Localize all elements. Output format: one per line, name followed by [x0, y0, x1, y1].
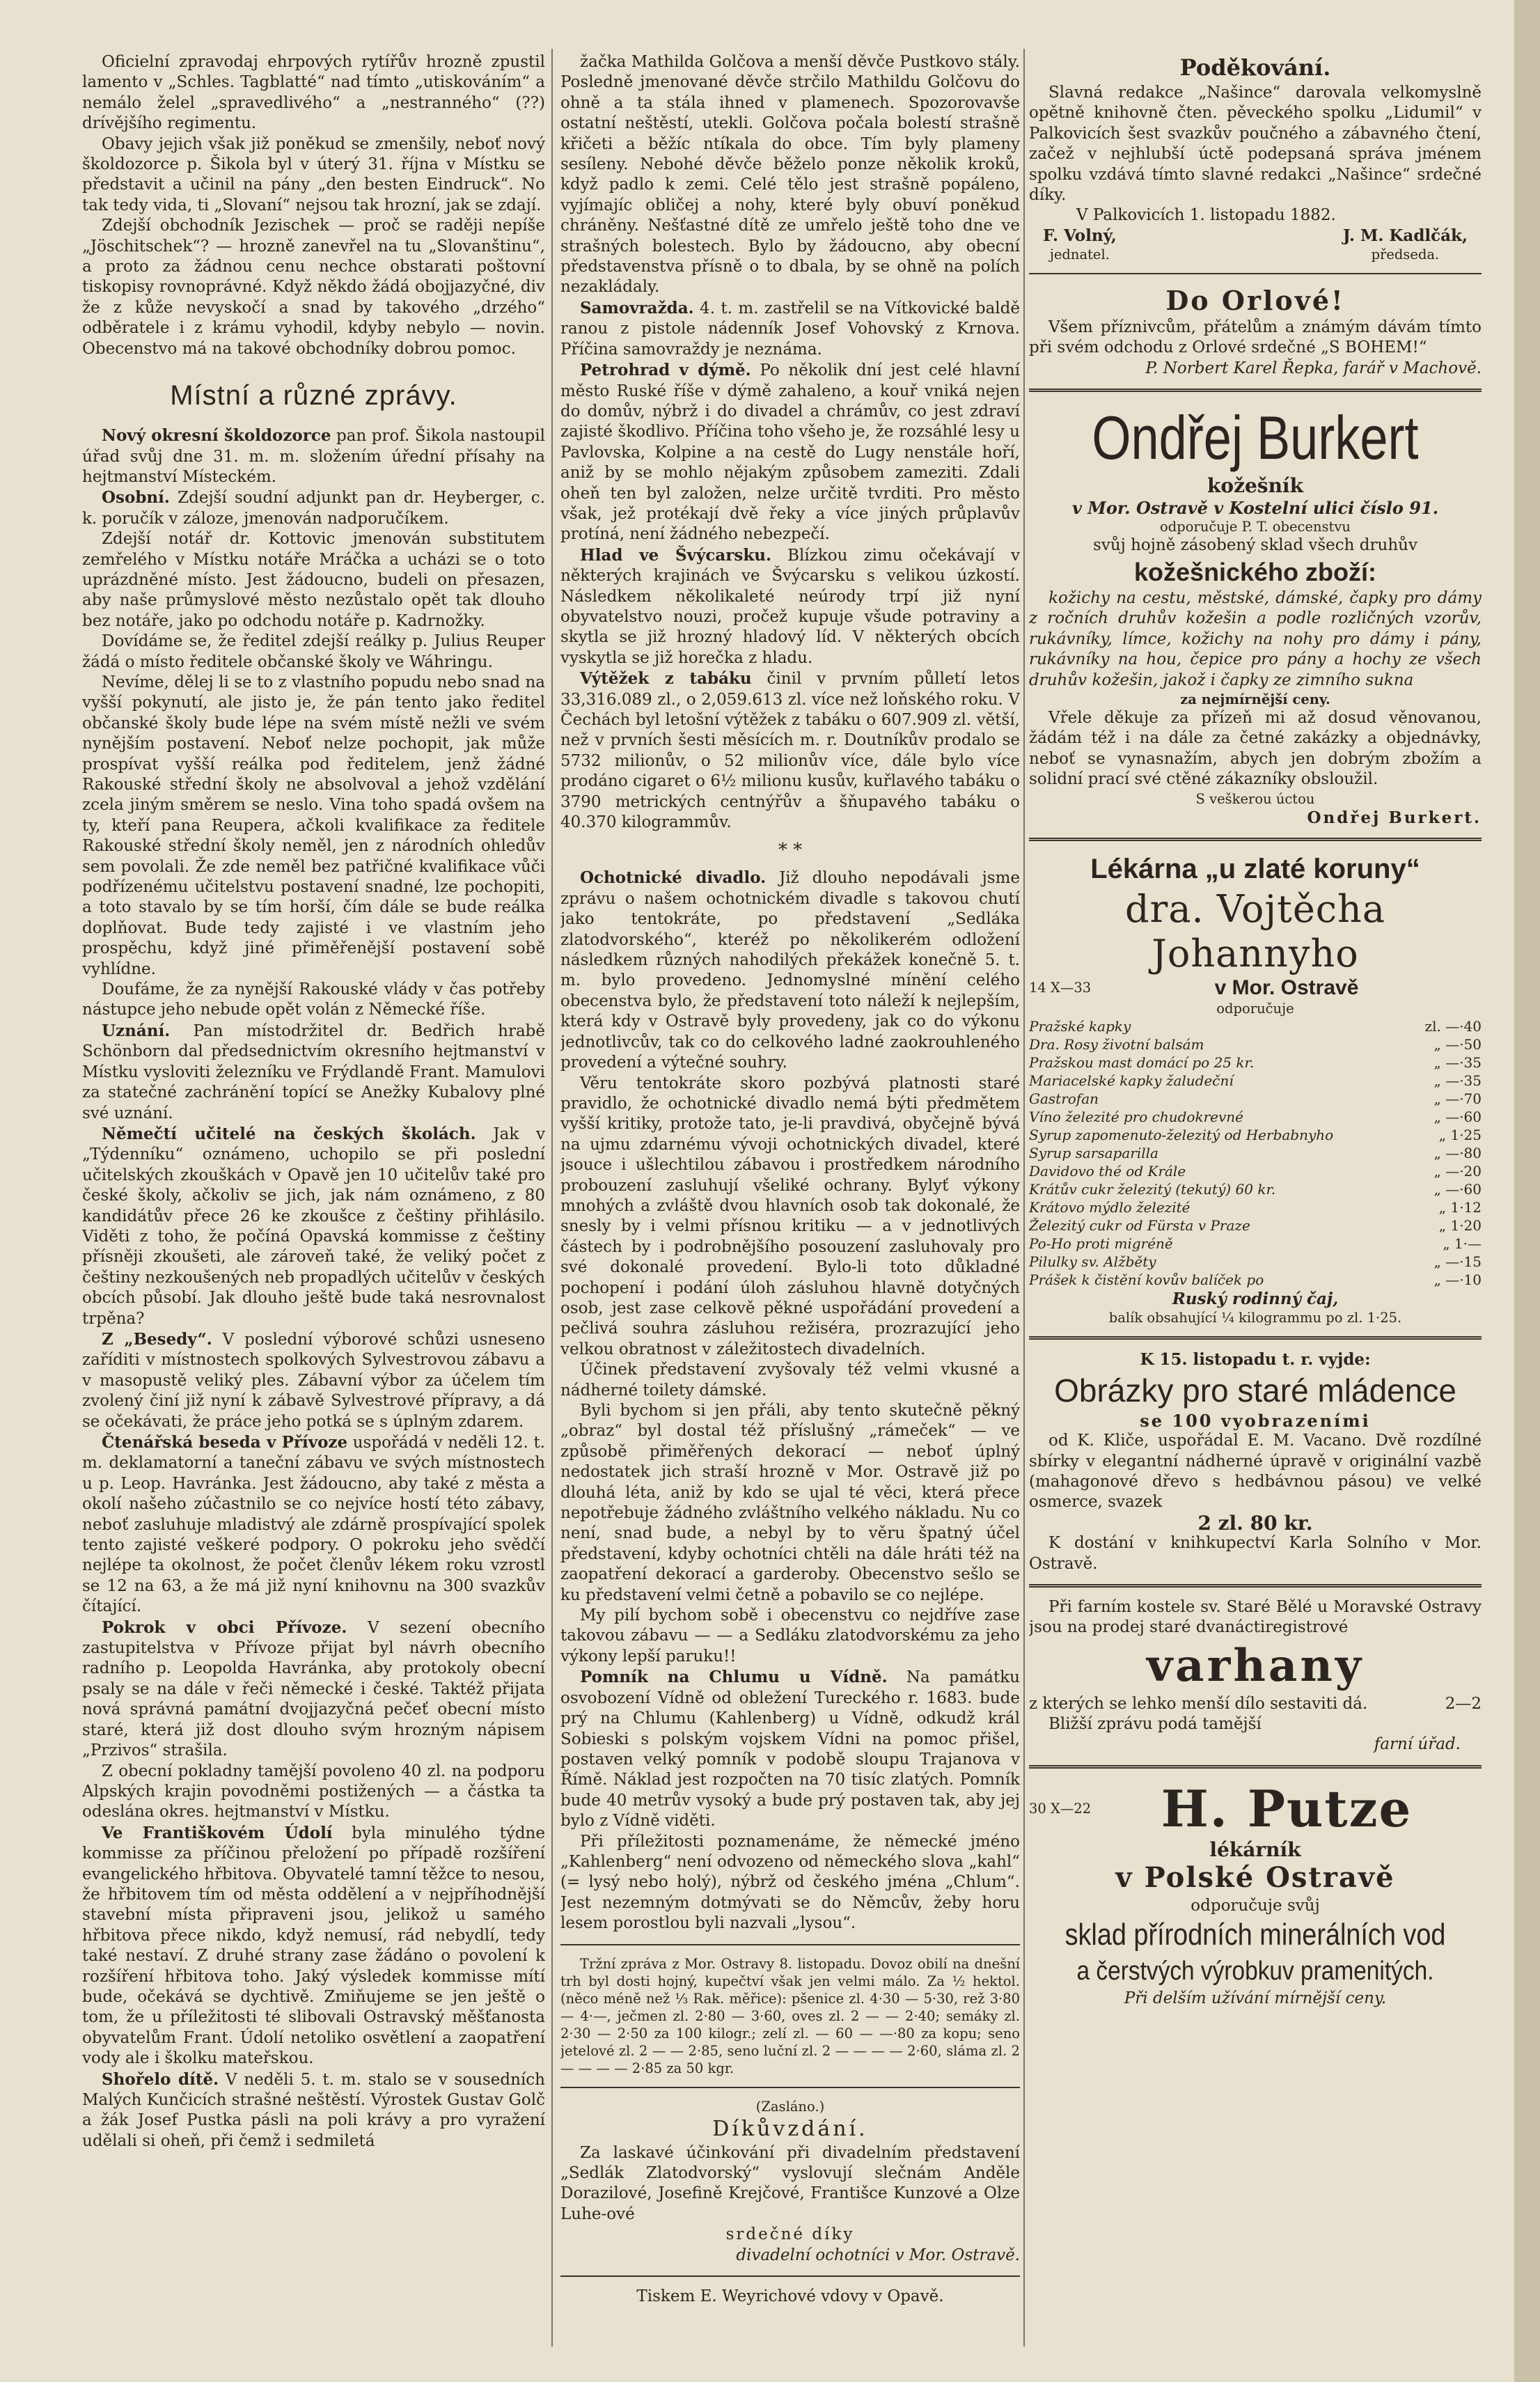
price-row	[1029, 1035, 1482, 1053]
price-item-name: Dra. Rosy životní balsám	[1029, 1035, 1204, 1053]
thanks-signature: divadelní ochotníci v Mor. Ostravě.	[736, 2246, 1020, 2264]
article-text: Doufáme, že za nynější Rakouské vlády v čas potřeby nástupce jeho nebude opět volán z Německé říše.	[82, 980, 545, 1019]
article-headline: Výtěžek z tabáku	[580, 669, 752, 689]
price-item-value: „ —·35	[1433, 1053, 1482, 1071]
price-item-name: Železitý cukr od Fürsta v Praze	[1029, 1216, 1250, 1234]
market-report: Tržní zpráva z Mor. Ostravy 8. listopadu. Dovoz obilí na dnešní trh byl dosti hojný, kupečtví však jen velmi málo. Za ½ hektol. (něco méně než ⅓ Rak. měřice): pšenice zl. 4·30 — 5·30, rež 3·80 — 4·—, ječmen zl. 2·80 — 3·60, oves zl. 2 — — 2·40; semáky zl. 2·30 — 2·50 za 100 kilogr.; zelí zl. — 60 — —·80 za kopu; seno jetelové zl. 2 — — 2·85, seno luční zl. 2 — — — — 2·60, sláma zl. 2 — — — — 2·85 za 50 kgr.	[560, 1955, 1020, 2076]
article-text: Blízkou zimu očekávají v některých krajinách ve Švýcarsku s velikou úzkostí. Následkem několikaleté neúrody trpí již nyní obyvatelstvo nouzi, pročež kupuje všude potraviny a skytla se již hrozný hladový líd. V některých obcích vyskytla se již horečka z hladu.	[560, 546, 1020, 667]
putze-place: v Polské Ostravě	[1115, 1861, 1395, 1895]
price-item-name: Krátovo mýdlo železité	[1029, 1198, 1191, 1216]
signature-role: jednatel.	[1049, 246, 1110, 263]
intro-paragraph: Oficielní zpravodaj ehrpových rytířův hrozně zpustil lamento v „Schles. Tagblatté“ nad tímto „utiskováním“ a nemálo želel „spravedlivého“ a „nestranného“ (??) drívějšího regimentu.	[82, 53, 545, 133]
price-item-name: Davidovo thé od Krále	[1029, 1162, 1186, 1180]
article-text: V neděli 5. t. m. stalo se v sousedních Malých Kunčicích strašné neštěstí. Výrostek Gustav Golč a žák Josef Pustka pásli na poli krávy a pro vyražení udělali si oheň, při čemž i sedmiletá	[82, 2070, 545, 2150]
price-item-value: „ —·15	[1433, 1253, 1482, 1270]
divider	[560, 2275, 1020, 2277]
news-paragraph	[82, 1823, 545, 2069]
putze-headline-1: sklad přírodních minerálních vod	[1064, 1918, 1446, 1952]
putze-ref: 30 X—22	[1029, 1801, 1092, 1817]
news-paragraph	[82, 673, 545, 980]
price-row	[1029, 1144, 1482, 1162]
price-item-name: Po-Ho proti migréně	[1029, 1235, 1173, 1252]
intro-articles	[82, 52, 545, 359]
price-item-value: „ —·20	[1433, 1162, 1482, 1180]
podekovani-title: Poděkování.	[1179, 54, 1331, 81]
price-item-name: Víno železité pro chudokrevné	[1029, 1108, 1243, 1125]
price-item-name: Pražské kapky	[1029, 1017, 1131, 1035]
article-text: Dovídáme se, že ředitel zdejší reálky p. Julius Reuper žádá o místo ředitele občanské školy ve Wáhringu.	[82, 632, 545, 671]
price-row	[1029, 1126, 1482, 1144]
page-edge	[1514, 0, 1540, 2382]
burkert-trade: kožešník	[1207, 474, 1303, 498]
article-text: Účinek představení zvyšovaly též velmi vkusné a nádherné toilety dámské.	[560, 1361, 1020, 1400]
lekarna-title: Lékárna „u zlaté koruny“	[1090, 853, 1420, 884]
column-2	[560, 52, 1020, 2343]
price-item-value: „ 1·20	[1438, 1216, 1482, 1234]
news-list-2	[560, 298, 1020, 833]
article-text: Zdejší notář dr. Kottovic jmenován substitutem zemřelého v Místku notáře Mráčka a ucházi se o toto uprázdněné místo. Jest žádoucno, budeli on přesazen, aby naše průmyslové město nezůstalo opět tak dlouho bez notáře, jako po odchodu notáře p. Kadrnožky.	[82, 530, 545, 630]
article-text: V poslední výborové schůzi usneseno zaříditi v místnostech spolkových Sylvestrovou zábavu a v masopustě veliký ples. Zábavní výbor za účelem tím zvolený činí již nyní k zábavě Sylvestrové přípravy, a dá se očekávati, že práce jeho potká se s úplným zdarem.	[82, 1330, 545, 1431]
price-item-value: „ —·80	[1433, 1144, 1482, 1161]
varhany-text: Při farním kostele sv. Staré Bělé u Moravské Ostravy jsou na prodej staré dvanáctiregistrové	[1029, 1598, 1482, 1637]
article-text: Zdejší soudní adjunkt pan dr. Heyberger, c. k. poručík v záloze, jmenován nadporučíkem.	[82, 489, 545, 528]
theatre-paragraph	[560, 1606, 1020, 1667]
column-rule	[1023, 49, 1025, 2346]
news-paragraph	[82, 980, 545, 1021]
news-paragraph	[82, 1432, 545, 1617]
article-continuation: žačka Mathilda Golčova a menší děvče Pustkovo stály. Posledně jmenované děvče strčilo Mathildu Golčovu do ohně a ta stála ihned v plamenech. Spozorovavše ostatní neštěstí, utekli. Golčova počala bolestí strašně křičeti a běžíc ntíkala do obce. Tím byly plameny sesíleny. Nebohé děvče běželo ponze několik kroků, když padlo k zemi. Celé tělo jest strašně popáleno, vyjímajíc obličej a nohy, které byly obuví poněkud chráněny. Nešťastné dítě ze umřelo ještě toho dne ve strašných bolestech. Bylo by žádoucno, aby obecní představenstva přísně o to dbala, by se ohně na polích nezakládaly.	[560, 53, 1020, 297]
signature-name: J. M. Kadlčák,	[1342, 226, 1468, 245]
price-item-name: Pražskou mast domácí po 25 kr.	[1029, 1053, 1255, 1071]
varhany-signature: farní úřad.	[1374, 1735, 1461, 1754]
article-headline: Pomník na Chlumu u Vídně.	[580, 1668, 888, 1687]
article-text: Při příležitosti poznamenáme, že německé jméno „Kahlenberg“ není odvozeno od německého slova „kahl“ (= lysý nebo holý), nýbrž od českého jména „Chlum“. Jest nezemným dotmývati se do Němcův, žeby horu lesem porostlou byli nazvali „lysou“.	[560, 1832, 1020, 1933]
signature-role: předseda.	[1371, 246, 1440, 263]
obrazky-price: 2 zl. 80 kr.	[1197, 1511, 1313, 1535]
news-paragraph	[82, 1329, 545, 1432]
burkert-signature: Ondřej Burkert.	[1307, 808, 1482, 827]
price-item-value: „ —·70	[1433, 1090, 1482, 1107]
lekarna-place-row	[1029, 976, 1482, 1000]
price-item-value: „ 1·25	[1438, 1126, 1482, 1143]
varhany-text-2: z kterých se lehko menší dílo sestaviti dá.	[1029, 1694, 1368, 1713]
article-text: Pan místodržitel dr. Bedřich hrabě Schönborn dal předsednictvím okresního hejtmanství v Místku vysloviti železníku ve Frýdlandě Frant. Mamulovi za statečné zachránění topící se Anežky Kubalovy plné své uznání.	[82, 1021, 545, 1122]
article-headline: Hlad ve Švýcarsku.	[580, 545, 772, 565]
price-item-value: „ —·10	[1433, 1271, 1482, 1288]
news-paragraph	[82, 487, 545, 529]
price-row	[1029, 1235, 1482, 1253]
lekarna-place: v Mor. Ostravě	[1214, 975, 1359, 999]
lekarna-price-list	[1029, 1017, 1482, 1289]
putze-name: H. Putze	[1161, 1778, 1413, 1838]
article-text: byla minulého týdne kommisse za příčinou přeložení po případě rozšíření evangelického hřbitova. Obyvatelé tamní těžce to nesou, že hřbitovem tím od města oddělení a v nejpříhodnější stavební místa připraveni jsou, jelikož u samého hřbitova přece nikdo, když nemusí, rád nebydlí, tedy také nestaví. Z druhé strany zase žádáno o povolení k rozšíření hřbitova toho. Jaký výsledek kommisse mítí bude, očekává se dychtivě. Zmiňujeme se jen ještě o tom, že u příležitosti té slibovali Ostravský měšťanostа obyvatelům Frant. Údolí netoliko osvětlení a zaopatření vody ale i školku mateřskou.	[82, 1824, 545, 2068]
orlove-signature: P. Norbert Karel Řepka, farář v Machově.	[1145, 359, 1482, 377]
theatre-paragraph	[560, 1832, 1020, 1934]
article-text: činil v prvním půlletí letos 33,316.089 zl., o 2,059.613 zl. více než loňského roku. V Čechách byl letošní výtěžek z tabáku o 607.909 zl. větší, než v prvních šesti měsících m. r. Doutníkův prodalo se 5732 milionův, o 52 milionův více, dále bylo více prodáno cigaret o 6½ milionu kusův, kuřlavého tabáku o 3790 metrických centnýřův a šňupavého tabáku o 40.370 kilogrammův.	[560, 670, 1020, 832]
obrazky-title: Obrázky pro staré mládence	[1054, 1372, 1456, 1409]
thanks-title: Díkůvzdání.	[712, 2116, 868, 2141]
lekarna-sub: odporučuje	[1216, 1000, 1294, 1017]
divider	[1029, 1336, 1482, 1340]
lekarna-ref: 14 X—33	[1029, 980, 1092, 996]
article-text: Již dlouho nepodávali jsme zprávu o našem ochotnickém divadle s takovou chutí jako tentokráte, po představení „Sedláka zlatodvorského“, kteréž po několikerém odložení následkem různých nahodilých překážek konečně 5. t. m. bylo provedeno. Jednomyslné mínění celého obecenstva bylo, že představení toto náleží k nejlepším, která kdy v Ostravě byly provedeny, jak co do výkonu jednotlivcův, tak co do celkového ladné zaokrouhleného provedení a výtečné souhry.	[560, 869, 1020, 1072]
price-row	[1029, 1017, 1482, 1035]
signature-name: F. Volný,	[1043, 226, 1117, 245]
price-item-name: Krátův cukr železitý (tekutý) 60 kr.	[1029, 1180, 1276, 1198]
news-paragraph	[82, 1617, 545, 1762]
divider	[1029, 389, 1482, 392]
orlove-text: Všem příznivcům, přátelům a známým dávám tímto při svém odchodu z Orlové srdečné „S BOHEM!“	[1029, 318, 1482, 357]
thanks-heartfelt: srdečné díky	[725, 2225, 855, 2244]
news-paragraph	[82, 1762, 545, 1823]
news-paragraph	[82, 632, 545, 673]
news-paragraph	[82, 425, 545, 487]
price-item-name: Prášek k čistění kovův balíček po	[1029, 1271, 1264, 1288]
article-text: Jak v „Týdenníku“ oznámeno, uchopilo se při poslední učitelských zkouškách v Opavě jen 10 učitelův také pro české školy, ačkoliv se jich, jak nám oznámeno, z 80 kandidátův přece 26 ke zkoušce z češtiny přihlásilo. Viděti z toho, že počíná Opavská kommisse z češtiny přísněji zkoušeti, ale zároveň také, že veliký počet z češtiny nezkoušených neb propadlých učitelův v českých obcích působí. Jak dlouho ještě bude taká nesrovnalost trpěna?	[82, 1125, 545, 1328]
news-paragraph	[82, 1021, 545, 1124]
obrazky-availability: K dostání v knihkupectví Karla Solního v Mor. Ostravě.	[1029, 1534, 1482, 1573]
price-row	[1029, 1198, 1482, 1216]
obrazky-sub: se 100 vyobrazeními	[1140, 1410, 1371, 1431]
news-paragraph	[560, 298, 1020, 360]
article-headline: Osobní.	[102, 488, 170, 508]
price-item-name: Pilulky sv. Alžběty	[1029, 1253, 1156, 1270]
burkert-sub: odporučuje P. T. obecenstvu	[1160, 519, 1351, 535]
varhany-number: 2—2	[1445, 1694, 1482, 1713]
price-row	[1029, 1216, 1482, 1235]
divider	[560, 1944, 1020, 1945]
burkert-text: Vřele děkuje za přízeň mi až dosud věnovanou, žádám též i na dále za četné zakázky a objednávky, neboť se vynasnažím, abych jen dobrým zbožím a solidní prací své ctěné zákazníky obsloužil.	[1029, 708, 1482, 789]
intro-paragraph: Obavy jejich však již poněkud se zmenšily, neboť nový školdozorce p. Šikola byl v úterý 31. října v Místku se představit a učinil na pány „den besten Eindruck“. No tak tedy vida, ti „Slovaní“ nejsou tak hrozní, jak se zdají.	[82, 134, 545, 214]
theatre-paragraph	[560, 1074, 1020, 1361]
article-text: Z obecní pokladny tamější povoleno 40 zl. na podporu Alpských krajin povodněmi postižených — a částka ta odeslána okres. hejtmanství v Místku.	[82, 1762, 545, 1821]
article-text: pan prof. Šikola nastoupil úřad svůj dne 31. m. m. složením úřední přísahy na hejtmanství Místeckém.	[82, 427, 545, 486]
price-item-name: Gastrofan	[1029, 1090, 1099, 1107]
price-row	[1029, 1253, 1482, 1271]
column-1	[82, 52, 545, 2343]
column-3-ads	[1029, 52, 1482, 2343]
price-item-value: „ 1·12	[1438, 1198, 1482, 1216]
news-list	[82, 425, 545, 2152]
putze-footer: Při delším užívání mírnější ceny.	[1124, 1989, 1387, 2008]
article-headline: Nový okresní školdozorce	[102, 426, 331, 446]
price-item-value: „ —·60	[1433, 1108, 1482, 1125]
varhany-info: Bližší zprávu podá tamější	[1048, 1714, 1262, 1733]
orlove-title: Do Orlové!	[1165, 284, 1345, 316]
lekarna-tea: Ruský rodinný čaj,	[1172, 1289, 1339, 1308]
podekovani-place: V Palkovicích 1. listopadu 1882.	[1076, 206, 1336, 225]
article-headline: Pokrok v obci Přívoze.	[102, 1617, 347, 1637]
printer-line: Tiskem E. Weyrichové vdovy v Opavě.	[636, 2287, 944, 2305]
article-text: Nevíme, dělej li se to z vlastního popudu nebo snad na vyšší pokynutí, ale jisto je, že pán tento jako ředitel občanské školy bude lépe na svém místě nežli ve svém nynějším postavení. Neboť nelze pochopit, jak může prospívat vyšší reálka pod ředitelem, jenž žádné Rakouské střední školy ne absolvoval a jehož vzdělání zcela jiným směrem se neslo. Vina toho spadá ovšem na ty, kteří pana Reupera, ačkoli kvalifikace za ředitele Rakouské střední školy neměl, jen z národních ohledův sem povolali. Že zde neměl bez patřičné kvalifikace vůči podřízenému učitelstvu postavení snadné, lze pochopiti, a toto stavalo by se tím horší, čím dále se bude reálka doplňovat. Bude tedy zajisté i ve vlastním jeho prospěchu, když jiné přiměřenější postavení sobě vyhlídne.	[82, 673, 545, 978]
signature-1	[1043, 226, 1117, 263]
article-text: My pilí bychom sobě i obecenstvu co nejdříve zase takovou zábavu — — a Sedláku zlatodvorskému za jeho výkony lepší paruku!!	[560, 1606, 1020, 1666]
signature-2	[1343, 226, 1468, 263]
price-item-value: zl. —·40	[1424, 1017, 1482, 1035]
intro-paragraph: Zdejší obchodník Jezischek — proč se raději nepíše „Jöschitschek“? — hrozně zanevřel na tu „Slovanštinu“, a proto za žádnou cenu nechce obstarati poštovní tiskopisy rovnoprávné. Když někdo žádá obojjazyčné, div že z kůže nevyskočí a snad by takového „drzého“ odběratele i z krámu vyhodil, kdyby nebylo — novin. Obecenstvo má na takové obchodníky dobrou pomoc.	[82, 217, 545, 358]
price-item-value: „ —·60	[1433, 1180, 1482, 1198]
article-text: Po několik dní jest celé hlavní město Ruské říše v dýmě zahaleno, a kouř vniká nejen do domův, nýbrž i do divadel a chrámův, co jest zdraví zajisté škodlivo. Příčina toho všeho je, že rozsáhlé lesy u Pavlovska, Kolpine a na cestě do Lugy nenstále hoří, aniž by se mohlo nějakým způsobem zameziti. Zdali oheň ten byl založen, nelze určitě tvrditi. Pro město však, jež protékají dvě řeky a více jiných průplavův protíná, není žádného nebezpečí.	[560, 361, 1020, 544]
podekovani-text: Slavná redakce „Našince“ darovala velkomyslně opětně knihovně čten. pěveckého spolku „Lidumil“ v Palkovicích šest svazkův poučného a zábavného čtení, začež v nejhlubší úctě podepsaná správa jménem spolku vzdává tímto slavné redakci „Našince“ srdečné díky.	[1029, 84, 1482, 205]
article-headline: Shořelo dítě.	[102, 2069, 219, 2089]
theatre-paragraph	[560, 1667, 1020, 1831]
burkert-line: svůj hojně zásobený sklad všech druhův	[1093, 536, 1417, 555]
price-row	[1029, 1108, 1482, 1126]
price-item-name: Syrup zapomenuto-železitý od Herbabnyho	[1029, 1126, 1334, 1143]
price-item-value: „ —·35	[1433, 1072, 1482, 1089]
price-row	[1029, 1053, 1482, 1072]
news-paragraph	[560, 668, 1020, 833]
lekarna-owner: dra. Vojtěcha Johannyho	[1124, 886, 1386, 975]
lekarna-tea-price: balík obsahující ¼ kilogrammu po zl. 1·25.	[1108, 1310, 1402, 1326]
article-text: V sezení obecního zastupitelstva v Přívoze přijat byl návrh obecního radního p. Leopolda Havránka, aby protokoly obecní psaly se na dále v řeči německé i české. Taktéž přijata nová správná památní dvojjazyčná pečeť obecní místo staré, která již dost dlouho svým hrozným nápisem „Przivos“ strašila.	[82, 1618, 545, 1760]
price-item-name: Syrup sarsaparilla	[1029, 1144, 1158, 1161]
zaslano-label: (Zasláno.)	[755, 2098, 825, 2115]
article-headline: Petrohrad v dýmě.	[580, 361, 751, 380]
price-row	[1029, 1090, 1482, 1108]
price-row	[1029, 1162, 1482, 1180]
burkert-name: Ondřej Burkert	[1092, 403, 1419, 473]
theatre-articles	[560, 868, 1020, 1934]
putze-sub: odporučuje svůj	[1191, 1897, 1320, 1915]
varhany-title: varhany	[1146, 1639, 1365, 1692]
putze-trade: lékárník	[1209, 1838, 1301, 1861]
article-headline: Z „Besedy“.	[102, 1329, 212, 1349]
price-row	[1029, 1271, 1482, 1289]
burkert-address: v Mor. Ostravě v Kostelní ulici číslo 91.	[1071, 498, 1439, 519]
divider	[1029, 1765, 1482, 1769]
obrazky-text: od K. Kliče, uspořádal E. M. Vacano. Dvě rozdílné sbírky v elegantní nádherné úpravě v originální vazbě (mahagonové dřevo s hedbávnou pásou) ve velké osmerce, svazek	[1029, 1432, 1482, 1512]
putze-headline-2: a čerstvých výrobkuv pramenitých.	[1076, 1957, 1434, 1987]
price-item-value: „ —·50	[1433, 1035, 1482, 1053]
article-text: Na památku osvobození Vídně od obležení Tureckého r. 1683. bude prý na Chlumu (Kahlenberg) u Vídně, odkudž král Sobieski s polským vojskem Vídni na pomoc přišel, postaven velký pomník v podobě sloupu Trajanova v Římě. Náklad jest rozpočten na 70 tisíc zlatých. Pomník bude 40 metrův vysoký a bude prý postaven tak, aby jej bylo z Vídně viděti.	[560, 1668, 1020, 1831]
price-item-name: Mariacelské kapky žaludeční	[1029, 1072, 1234, 1089]
divider	[1029, 273, 1482, 274]
varhany-row	[1029, 1694, 1482, 1714]
article-text: Byli bychom si jen přáli, aby tento skutečně pěkný „obraz“ byl dostal též příslušný „rámeček“ — ve způsobě přiměřených dekorací — neboť úplný nedostatek jich straší hrozně v Mor. Ostravě již po dlouhá léta, aniž by kdo se ujal té věci, která přece nepotřebuje žádného zvláštního velkého nákladu. Nu co není, snad bude, a nebyl by to věru špatný účel představení, kdyby ochotníci chtěli na dále hráti též na zaopatření dekorací a garderoby. Obecenstvo sešlo se ku představení velmi četně a pobavilo se co nejlépe.	[560, 1402, 1020, 1604]
article-headline: Ve Františkovém Údolí	[102, 1823, 333, 1842]
podekovani-signatures	[1029, 226, 1482, 263]
price-item-value: „ 1·—	[1443, 1235, 1482, 1252]
thanks-text: Za laskavé účinkování při divadelním představení „Sedlák Zlatodvorský“ vyslovují slečnám Anděle Dorazilové, Josefině Krejčové, Františce Kunzové a Olze Luhe-ové	[560, 2143, 1020, 2223]
article-text: 4. t. m. zastřelil se na Vítkovické baldě ranou z pistole nádenník Josef Vohovský z Krnova. Příčina samovraždy je neznáma.	[560, 299, 1020, 359]
article-text: Věru tentokráte skoro pozbývá platnosti staré pravidlo, že ochotnické divadlo nemá býti předmětem vyšší kritiky, protože tato, je-li pravdivá, obyčejně bývá na ujmu zdarnému vývoji ochotnických divadel, které jsouce i ušlechtilou zábavou i prostředkem národního probouzení zasluhují všeliké ochrany. Bylyť výkony mnohých a zvláště dvou hlavních osob tak dokonalé, že snesly by i velmi přísnou kritiku — a v jednotlivých částech by i podrobnějšího posouzení zasluhovaly pro své dokonalé provedení. Bylo-li toto důkladné pochopení i podání úloh zásluhou hlavně dotyčných osob, jest zase celkově pěkné uspořádání provedení a pečlivá souhra zásluhou režiséra, prozrazující jeho velkou obratnost v záležitostech divadelních.	[560, 1074, 1020, 1358]
burkert-respect: S veškerou úctou	[1195, 790, 1315, 807]
burkert-price: za nejmírnější ceny.	[1180, 691, 1330, 707]
article-headline: Němečtí učitelé na českých školách.	[102, 1124, 476, 1143]
theatre-paragraph	[560, 1360, 1020, 1401]
article-headline: Uznání.	[102, 1021, 171, 1040]
putze-header	[1029, 1778, 1482, 1840]
article-headline: Samovražda.	[580, 298, 694, 318]
separator-stars: * *	[778, 840, 803, 861]
divider	[560, 2087, 1020, 2088]
news-paragraph	[82, 2069, 545, 2152]
divider	[1029, 1584, 1482, 1588]
news-paragraph	[82, 1124, 545, 1329]
theatre-paragraph	[560, 1401, 1020, 1606]
section-heading: Místní a různé zprávy.	[170, 380, 457, 412]
news-paragraph	[560, 360, 1020, 545]
price-row	[1029, 1072, 1482, 1090]
obrazky-date: K 15. listopadu t. r. vyjde:	[1140, 1350, 1371, 1370]
burkert-list: kožichy na cestu, městské, dámské, čapky pro dámy z ročních druhův kožešin a podle rozličných vzorův, rukávníky, límce, kožichy na nohy pro dámy i pány, rukávníky na hou, čepice pro pány a hochy ze všech druhův kožešin, jakož i čapky ze zimního sukna	[1029, 588, 1482, 689]
column-rule	[551, 49, 553, 2346]
news-paragraph	[560, 545, 1020, 668]
theatre-paragraph	[560, 868, 1020, 1073]
article-headline: Čtenářská beseda v Přívoze	[102, 1433, 348, 1452]
news-paragraph	[82, 529, 545, 632]
burkert-goods: kožešnického zboží:	[1133, 557, 1377, 586]
divider	[1029, 838, 1482, 841]
article-text: uspořádá v neděli 12. t. m. deklamatorní a taneční zábavu ve svých místnostech u p. Leop. Havránka. Jest žádoucno, aby také z města a okolí našeho zúčastnilo se co nejvíce hostí této zábavy, neboť zasluhuje mladistvý ale zdárně prospívající spolek tento zajisté veškeré podpory. O pokroku jeho svědčí nejlépe ta okolnost, že počet členův lékem roku vzrostl se 12 na 63, a že má již nyní knihovnu na 300 svazkův čítající.	[82, 1434, 545, 1616]
price-row	[1029, 1180, 1482, 1198]
article-headline: Ochotnické divadlo.	[580, 868, 767, 888]
